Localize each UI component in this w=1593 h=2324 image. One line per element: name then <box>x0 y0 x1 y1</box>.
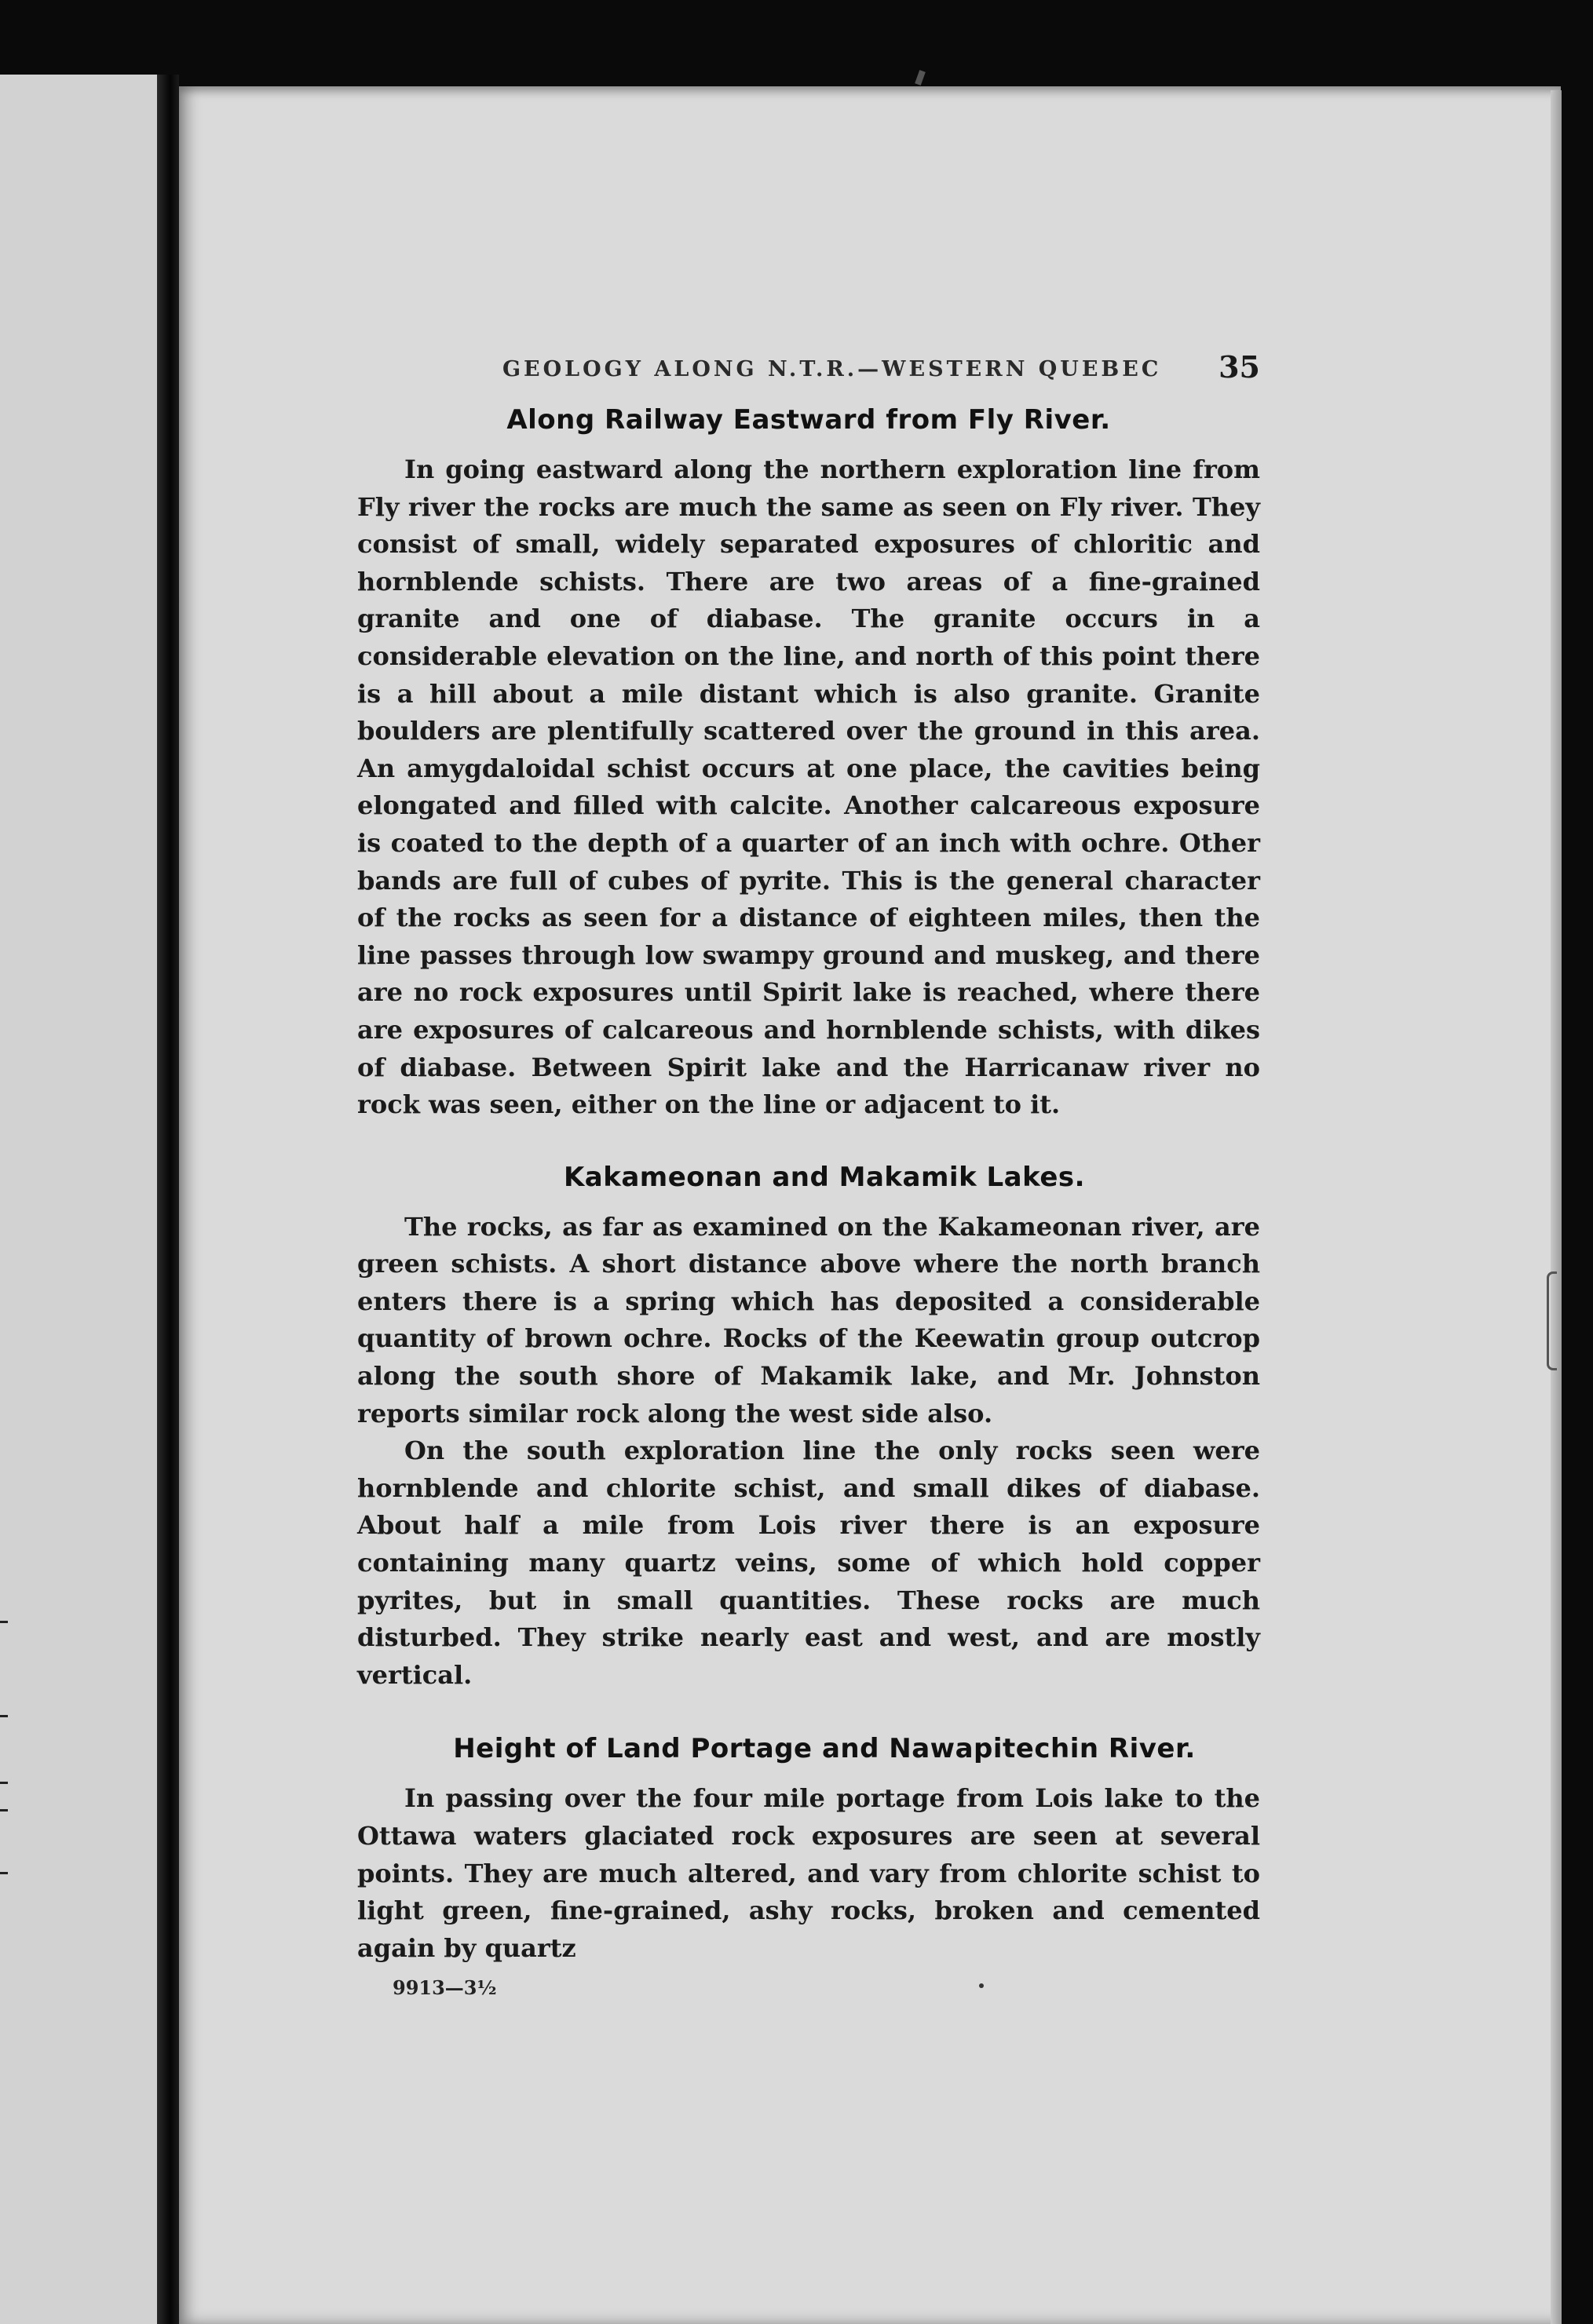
scan-speck-dot <box>979 1983 984 1988</box>
body-paragraph: The rocks, as far as examined on the Kakameonan river, are green schists. A short distance above where the north branch enters there is a spring which has deposited a considerable quantity of brown ochre. Rocks of the Keewatin group outcrop along the south shore of Makamik lake, and Mr. Johnston reports similar rock along the west side also. <box>357 1211 1260 1428</box>
section-heading: Along Railway Eastward from Fly River. <box>506 404 1111 436</box>
running-head <box>357 349 1260 396</box>
page-right-edge <box>1551 90 1562 2324</box>
scan-right-border <box>1562 75 1593 2324</box>
page-gutter <box>157 75 179 2324</box>
body-paragraph: In passing over the four mile portage from Lois lake to the Ottawa waters glaciated rock exposures are seen at several points. They are much altered, and vary from chlorite schist to light green, fine-grained, ashy rocks, broken and cemented again by quartz <box>357 1783 1260 1963</box>
page-content <box>357 349 1260 1999</box>
page-number: 35 <box>1218 349 1260 385</box>
body-paragraph: In going eastward along the northern exploration line from Fly river the rocks are much the same as seen on Fly river. They consist of small, widely separated exposures of chloritic and hornblende schists. There are two areas of a fine-grained granite and one of diabase. The granite occurs in a considerable elevation on the line, and north of this point there is a hill about a mile distant which is also granite. Granite boulders are plentifully scattered over the ground in this area. An amygdaloidal schist occurs at one place, the cavities being elongated and filled with calcite. Another calcareous exposure is coated to the depth of a quarter of an inch with ochre. Other bands are full of cubes of pyrite. This is the general character of the rocks as seen for a distance of eighteen miles, then the line passes through low swampy ground and muskeg, and there are no rock exposures until Spirit lake is reached, where there are exposures of calcareous and hornblende schists, with dikes of diabase. Between Spirit lake and the Harricanaw river no rock was seen, either on the line or adjacent to it. <box>357 454 1260 1120</box>
printer-signature-mark: 9913—3½ <box>393 1976 497 2000</box>
section-heading: Height of Land Portage and Nawapitechin River. <box>453 1733 1196 1765</box>
scan-top-border <box>0 0 1593 86</box>
section-heading: Kakameonan and Makamik Lakes. <box>563 1161 1086 1193</box>
running-head-title: GEOLOGY ALONG N.T.R.—WESTERN QUEBEC <box>502 357 1162 381</box>
facing-page-edge <box>0 75 159 2324</box>
scan-bracket-mark <box>1547 1271 1557 1370</box>
body-paragraph: On the south exploration line the only rocks seen were hornblende and chlorite schist, and small dikes of diabase. About half a mile from Lois river there is an exposure containing many quartz veins, some of which hold copper pyrites, but in small quantities. These rocks are much disturbed. They strike nearly east and west, and are mostly vertical. <box>357 1436 1260 1690</box>
